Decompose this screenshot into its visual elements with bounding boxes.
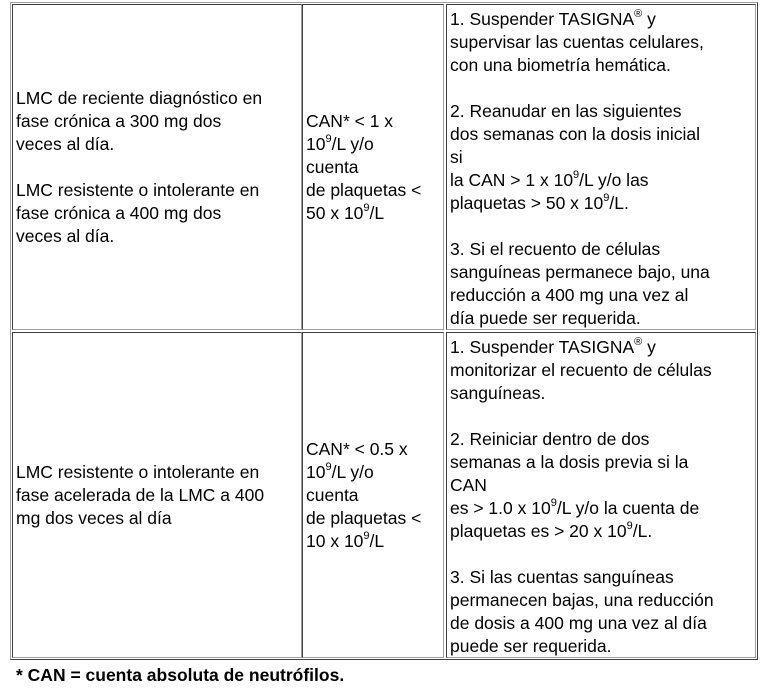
text-line: de plaquetas < bbox=[306, 179, 422, 200]
text-line: CAN bbox=[450, 475, 487, 495]
text-line: sanguíneas permanece bajo, una bbox=[450, 262, 710, 282]
text-line: si bbox=[450, 147, 463, 167]
row1-actions-cell bbox=[446, 4, 756, 330]
text-line: 50 x $10^9/L$ bbox=[306, 201, 385, 223]
text-line: de dosis a 400 mg una vez al día bbox=[450, 613, 707, 633]
text-line: 10 x $10^9/L$ bbox=[306, 529, 385, 551]
text-line: fase crónica a 300 mg dos bbox=[16, 110, 222, 131]
text-line: sanguíneas. bbox=[450, 383, 546, 403]
text-line: veces al día. bbox=[16, 133, 115, 154]
row2-threshold-cell bbox=[302, 332, 444, 658]
text-line: con una biometría hemática. bbox=[450, 55, 671, 75]
text-line: 1. Suspender TASIGNA® y bbox=[450, 8, 656, 29]
row2-actions-cell bbox=[446, 332, 756, 658]
text-line: permanecen bajas, una reducción bbox=[450, 590, 714, 610]
text-line: puede ser requerida. bbox=[450, 636, 612, 656]
text-line: LMC resistente o intolerante en bbox=[16, 461, 260, 482]
text-line: plaquetas > 50 x $10^9/L$. bbox=[450, 192, 629, 213]
row1-threshold-cell bbox=[302, 4, 444, 330]
footnote: * CAN = cuenta absoluta de neutrófilos. bbox=[16, 665, 345, 685]
text-line: 2. Reiniciar dentro de dos bbox=[450, 429, 650, 449]
text-line: CAN* < 1 x bbox=[306, 110, 394, 131]
text-line: cuenta bbox=[306, 156, 359, 177]
text-line: semanas a la dosis previa si la bbox=[450, 452, 689, 472]
text-line: fase crónica a 400 mg dos bbox=[16, 202, 222, 223]
text-line: de plaquetas < bbox=[306, 507, 422, 528]
text-line: supervisar las cuentas celulares, bbox=[450, 32, 704, 52]
text-line: LMC de reciente diagnóstico en bbox=[16, 87, 263, 108]
text-line: plaquetas es > 20 x $10^9/L$. bbox=[450, 520, 653, 541]
text-line: $10^9/L$ y/o bbox=[306, 460, 374, 482]
text-line: monitorizar el recuento de células bbox=[450, 360, 712, 380]
text-line: es > 1.0 x $10^9/L$ y/o la cuenta de bbox=[450, 497, 700, 518]
text-line: veces al día. bbox=[16, 225, 115, 246]
text-line: $10^9/L$ y/o bbox=[306, 132, 374, 154]
text-line: LMC resistente o intolerante en bbox=[16, 179, 260, 200]
row2-condition-cell bbox=[12, 332, 302, 658]
text-line: 2. Reanudar en las siguientes bbox=[450, 101, 682, 121]
text-line: reducción a 400 mg una vez al bbox=[450, 285, 689, 305]
text-line: CAN* < 0.5 x bbox=[306, 438, 408, 459]
text-line: 3. Si el recuento de células bbox=[450, 239, 661, 259]
row1-condition-cell bbox=[12, 4, 302, 330]
text-line: la CAN > 1 x $10^9/L$ y/o las bbox=[450, 169, 649, 190]
text-line: dos semanas con la dosis inicial bbox=[450, 124, 700, 144]
text-line: fase acelerada de la LMC a 400 bbox=[16, 484, 265, 505]
text-line: 1. Suspender TASIGNA® y bbox=[450, 336, 656, 357]
text-line: 3. Si las cuentas sanguíneas bbox=[450, 567, 674, 587]
text-line: cuenta bbox=[306, 484, 359, 505]
text-line: mg dos veces al día bbox=[16, 507, 172, 528]
text-line: día puede ser requerida. bbox=[450, 308, 641, 328]
